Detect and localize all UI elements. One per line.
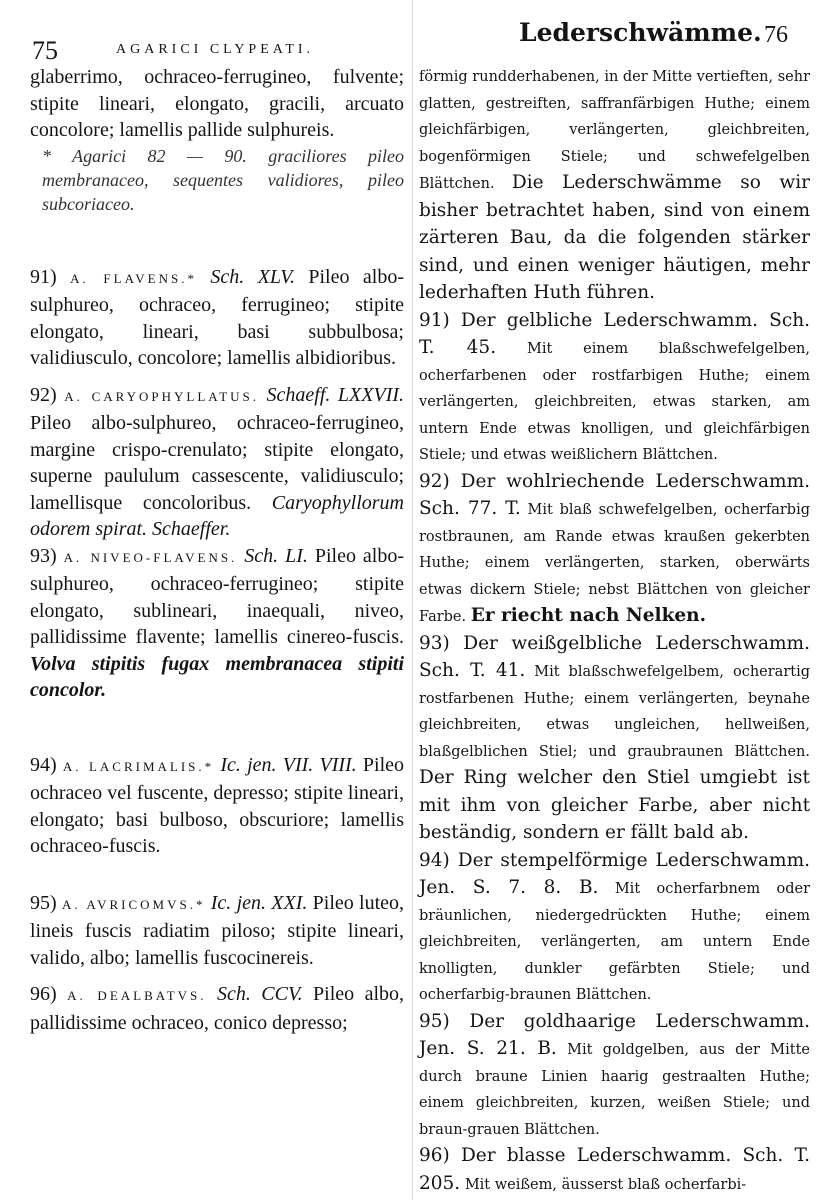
left-note: * Agarici 82 — 90. graciliores pileo membranaceo, sequentes validiores, pileo subcoriaceo. xyxy=(42,145,404,214)
right-entry-93: 93) Der weißgelbliche Lederschwamm. Sch. T. 41. Mit blaßschwefelgelbem, ocherartig rostfarbenen Huthe; einem verlängerten, beynahe gleichbreiten, etwas ungleichen, hellweißen, blaßgelblichen Stiel; und graubraunen Blättchen. Der Ring welcher den Stiel umgiebt ist mit ihm von gleicher Farbe, aber nicht beständig, sondern er fällt bald ab. xyxy=(419,632,810,843)
right-entry-96: 96) Der blasse Lederschwamm. Sch. T. 205. Mit weißem, äusserst blaß ocherfarbi- xyxy=(419,1145,810,1194)
left-entry-94: 94) A. LACRIMALIS.* Ic. jen. VII. VIII. Pileo ochraceo vel fuscente, depresso; stipite lineari, elongato; basi bulboso, obscuriore; lamellis ochraceo-fuscis. xyxy=(30,753,405,857)
left-entry-92: 92) A. CARYOPHYLLATUS. Schaeff. LXXVII. Pileo albo-sulphureo, ochraceo-ferrugineo, margine crispo-crenulato; stipite elongato, superne paululum cassescente, validiusculo; lamellisque concoloribus. Caryophyllorum odorem spirat. Schaeffer. xyxy=(30,383,405,540)
right-running-head: Lederschwämme. xyxy=(519,18,762,47)
left-entry-95: 95) A. AVRICOMVS.* Ic. jen. XXI. Pileo luteo, lineis fuscis radiatim piloso; stipite lineari, valido, albo; lamellis fuscocinereis. xyxy=(30,891,405,969)
left-entry-91: 91) A. FLAVENS.* Sch. XLV. Pileo albo-sulphureo, ochraceo, ferrugineo; stipite elongato, lineari, basi subbulbosa; validiusculo, concolore; lamellis albidioribus. xyxy=(30,265,405,369)
left-entry-93: 93) A. NIVEO-FLAVENS. Sch. LI. Pileo albo-sulphureo, ochraceo-ferrugineo; stipite elongato, sublineari, inaequali, niveo, pallidissime flavente; lamellis cinereo-fuscis. Volva stipitis fugax membranacea stipiti concolor. xyxy=(30,544,405,701)
right-page xyxy=(412,0,824,1200)
left-header xyxy=(30,0,404,64)
left-intro: glaberrimo, ochraceo-ferrugineo, fulvente; stipite lineari, elongato, gracili, arcuato concolore; lamellis pallide sulphureis. xyxy=(30,66,404,141)
right-entry-95: 95) Der goldhaarige Lederschwamm. Jen. S. 21. B. Mit goldgelben, aus der Mitte durch braune Linien haarig gestraalten Huthe; einem gleichbreiten, kurzen, weißen Stiele; und braun-grauen Blättchen. xyxy=(419,1010,810,1138)
left-page-number: 75 xyxy=(32,36,58,65)
right-page-number: 76 xyxy=(764,22,788,48)
left-running-head: AGARICI CLYPEATI. xyxy=(116,42,315,57)
right-intro: förmig rundderhabenen, in der Mitte vertieften, sehr glatten, gestreiften, saffranfärbigen Huthe; einem gleichfärbigen, verlängerten, gleichbreiten, bogenförmigen Stiele; und schwefelgelben Blättchen. Die Lederschwämme so wir bisher betrachtet haben, sind von einem zärteren Bau, da die folgenden stärker sind, und einen weniger häutigen, mehr lederhaften Huth führen. xyxy=(419,69,811,303)
right-entry-92: 92) Der wohlriechende Lederschwamm. Sch. 77. T. Mit blaß schwefelgelben, ocherfarbig rostbraunen, am Rande etwas kraußen gekerbten Huthe; einem verlängerten, starken, oberwärts etwas dickern Stiele; nebst Blättchen von gleicher Farbe. Er riecht nach Nelken. xyxy=(419,470,810,626)
right-entry-91: 91) Der gelbliche Lederschwamm. Sch. T. 45. Mit einem blaßschwefelgelben, ocherfarbenen oder rostfarbigen Huthe; einem verlängerten, gleichbreiten, etwas starken, am untern Ende etwas knolligen, und gleichfärbigen Stiele; und etwas weißlichern Blättchen. xyxy=(419,309,810,463)
right-entry-94: 94) Der stempelförmige Lederschwamm. Jen. S. 7. 8. B. Mit ocherfarbnem oder bräunlichen, niedergedrückten Huthe; einem gleichbreiten, verlängerten, am untern Ende knolligten, dunkler gefärbten Stiele; und ocherfarbig-braunen Blättchen. xyxy=(419,849,811,1003)
right-body xyxy=(419,64,810,1198)
left-entry-96: 96) A. DEALBATVS. Sch. CCV. Pileo albo, pallidissime ochraceo, conico depresso; xyxy=(30,983,405,1034)
right-header xyxy=(419,0,810,64)
left-body xyxy=(30,64,404,1036)
